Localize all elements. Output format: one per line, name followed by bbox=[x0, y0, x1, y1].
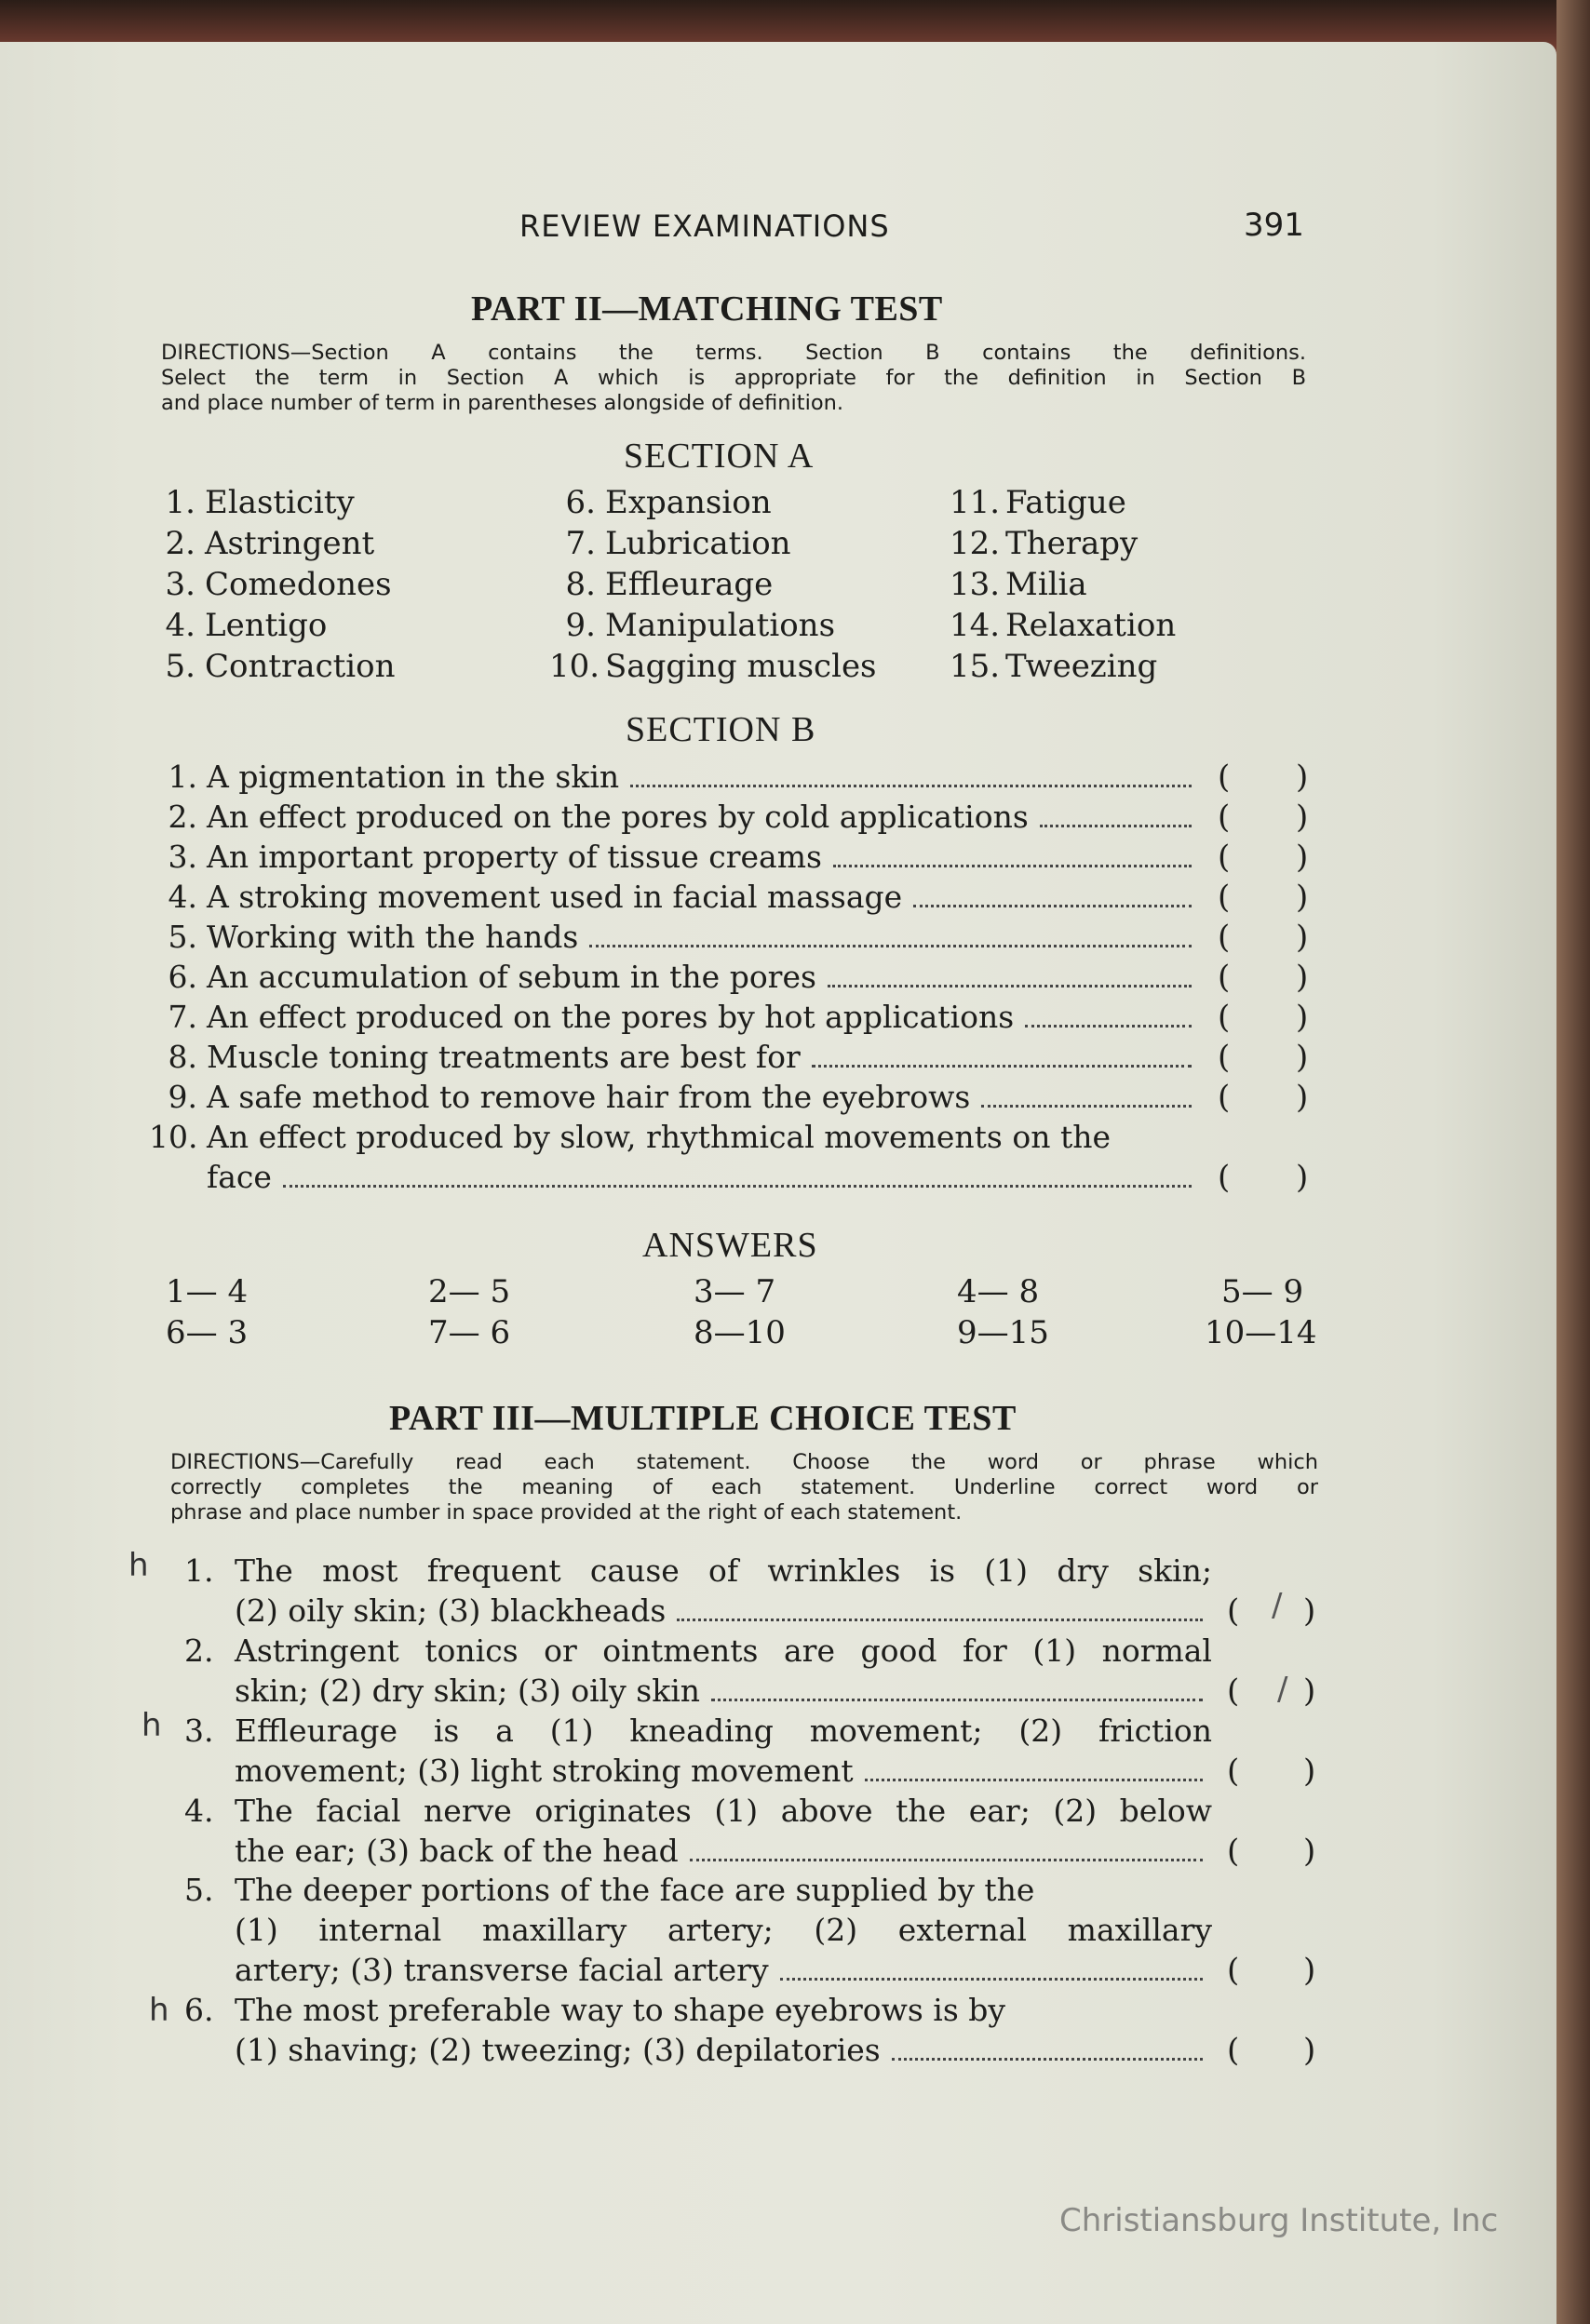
definition-item-continued: face bbox=[207, 1159, 1201, 1195]
answer-pair: 9—15 bbox=[957, 1314, 1049, 1351]
answer-pair: 6— 3 bbox=[166, 1314, 249, 1351]
question-line: The deeper portions of the face are supplied by the bbox=[235, 1872, 1035, 1908]
directions-line: correctly completes the meaning of each statement. Underline correct word or bbox=[170, 1475, 1318, 1499]
question-line: (1) shaving; (2) tweezing; (3) depilatories bbox=[235, 2032, 1212, 2068]
answer-paren-close: ) bbox=[1303, 1952, 1316, 1989]
answer-pair: 10—14 bbox=[1205, 1314, 1317, 1351]
answer-paren-open: ( bbox=[1218, 879, 1231, 916]
term-item: 3. Comedones bbox=[165, 566, 392, 603]
definition-item: 1. A pigmentation in the skin bbox=[149, 759, 1201, 795]
term-item: 14. Relaxation bbox=[950, 607, 1177, 644]
term-item: 2. Astringent bbox=[165, 525, 375, 562]
answer-paren-close: ) bbox=[1303, 1833, 1316, 1870]
answer-paren-close: ) bbox=[1296, 879, 1309, 916]
answer-paren-close: ) bbox=[1296, 839, 1309, 876]
answer-paren-open: ( bbox=[1218, 759, 1231, 796]
definition-item: 10. An effect produced by slow, rhythmical movements on the bbox=[149, 1119, 1111, 1155]
answer-paren-open: ( bbox=[1218, 1079, 1231, 1116]
directions-line: and place number of term in parentheses alongside of definition. bbox=[161, 391, 844, 415]
answer-pair: 3— 7 bbox=[694, 1273, 776, 1310]
question-line: Effleurage is a (1) kneading movement; (2) friction bbox=[235, 1713, 1212, 1749]
answer-paren-close: ) bbox=[1296, 1159, 1309, 1196]
handwritten-margin-mark: h bbox=[141, 1707, 162, 1744]
definition-item: 4. A stroking movement used in facial massage bbox=[149, 879, 1201, 915]
question-line: the ear; (3) back of the head bbox=[235, 1833, 1212, 1869]
answer-paren-close: ) bbox=[1303, 1753, 1316, 1790]
answer-paren-open: ( bbox=[1218, 799, 1231, 836]
answer-paren-close: ) bbox=[1296, 919, 1309, 956]
term-item: 10. Sagging muscles bbox=[549, 648, 877, 685]
term-item: 9. Manipulations bbox=[565, 607, 836, 644]
watermark-text: Christiansburg Institute, Inc bbox=[1059, 2202, 1499, 2239]
answer-paren-close: ) bbox=[1296, 999, 1309, 1036]
question-line: artery; (3) transverse facial artery bbox=[235, 1952, 1212, 1988]
section-a-title: SECTION A bbox=[624, 437, 815, 476]
question-line: skin; (2) dry skin; (3) oily skin bbox=[235, 1672, 1212, 1709]
answer-pair: 4— 8 bbox=[957, 1273, 1040, 1310]
answer-paren-open: ( bbox=[1227, 1672, 1240, 1710]
question-number: 2. bbox=[184, 1632, 214, 1669]
answer-paren-open: ( bbox=[1227, 2032, 1240, 2069]
answer-pair: 5— 9 bbox=[1221, 1273, 1304, 1310]
handwritten-answer: / bbox=[1277, 1671, 1288, 1708]
answer-paren-open: ( bbox=[1218, 999, 1231, 1036]
answer-pair: 8—10 bbox=[694, 1314, 786, 1351]
term-item: 1. Elasticity bbox=[165, 484, 355, 521]
running-title: REVIEW EXAMINATIONS bbox=[519, 208, 890, 244]
handwritten-margin-mark: h bbox=[149, 1992, 169, 2029]
term-item: 7. Lubrication bbox=[565, 525, 791, 562]
definition-item: 3. An important property of tissue creams bbox=[149, 839, 1201, 875]
answers-title: ANSWERS bbox=[642, 1226, 818, 1265]
term-item: 4. Lentigo bbox=[165, 607, 328, 644]
part3-directions bbox=[170, 1450, 1318, 1525]
definition-item: 7. An effect produced on the pores by hot applications bbox=[149, 999, 1201, 1035]
term-item: 5. Contraction bbox=[165, 648, 396, 685]
answer-paren-close: ) bbox=[1296, 759, 1309, 796]
question-line: (2) oily skin; (3) blackheads bbox=[235, 1592, 1212, 1629]
term-item: 13. Milia bbox=[950, 566, 1087, 603]
answer-paren-open: ( bbox=[1218, 839, 1231, 876]
answer-pair: 1— 4 bbox=[166, 1273, 249, 1310]
definition-item: 6. An accumulation of sebum in the pores bbox=[149, 959, 1201, 995]
answer-paren-close: ) bbox=[1296, 799, 1309, 836]
part3-title: PART III—MULTIPLE CHOICE TEST bbox=[389, 1399, 1017, 1438]
page-number: 391 bbox=[1244, 207, 1304, 244]
answer-paren-close: ) bbox=[1303, 1672, 1316, 1710]
answer-paren-close: ) bbox=[1303, 2032, 1316, 2069]
answer-paren-open: ( bbox=[1227, 1952, 1240, 1989]
handwritten-margin-mark: h bbox=[128, 1547, 149, 1584]
directions-line: phrase and place number in space provided at the right of each statement. bbox=[170, 1500, 963, 1525]
answer-paren-open: ( bbox=[1227, 1753, 1240, 1790]
question-line: The facial nerve originates (1) above the ear; (2) below bbox=[235, 1793, 1212, 1829]
term-item: 15. Tweezing bbox=[950, 648, 1158, 685]
answer-paren-close: ) bbox=[1296, 959, 1309, 996]
answer-paren-open: ( bbox=[1227, 1833, 1240, 1870]
question-line: The most frequent cause of wrinkles is (1) dry skin; bbox=[235, 1552, 1212, 1589]
answer-paren-open: ( bbox=[1218, 1039, 1231, 1076]
answer-pair: 2— 5 bbox=[428, 1273, 511, 1310]
section-b-title: SECTION B bbox=[626, 710, 816, 749]
handwritten-answer: / bbox=[1272, 1587, 1283, 1624]
question-number: 5. bbox=[184, 1872, 214, 1908]
term-item: 12. Therapy bbox=[950, 525, 1139, 562]
term-item: 11. Fatigue bbox=[950, 484, 1126, 521]
answer-paren-open: ( bbox=[1227, 1592, 1240, 1630]
answer-paren-open: ( bbox=[1218, 919, 1231, 956]
part2-directions bbox=[161, 341, 1306, 416]
answer-paren-close: ) bbox=[1296, 1039, 1309, 1076]
definition-item: 5. Working with the hands bbox=[149, 919, 1201, 955]
answer-paren-close: ) bbox=[1296, 1079, 1309, 1116]
question-number: 3. bbox=[184, 1713, 214, 1749]
book-spine-edge bbox=[1556, 0, 1590, 2324]
definition-item: 2. An effect produced on the pores by cold applications bbox=[149, 799, 1201, 835]
answer-paren-open: ( bbox=[1218, 1159, 1231, 1196]
part2-title: PART II—MATCHING TEST bbox=[471, 289, 943, 329]
definition-item: 8. Muscle toning treatments are best for bbox=[149, 1039, 1201, 1075]
question-line: Astringent tonics or ointments are good for (1) normal bbox=[235, 1632, 1212, 1669]
term-item: 8. Effleurage bbox=[565, 566, 774, 603]
answer-paren-close: ) bbox=[1303, 1592, 1316, 1630]
term-item: 6. Expansion bbox=[565, 484, 772, 521]
question-line: The most preferable way to shape eyebrows is by bbox=[235, 1992, 1006, 2028]
directions-line: DIRECTIONS—Section A contains the terms. Section B contains the definitions. bbox=[161, 341, 1306, 365]
question-number: 6. bbox=[184, 1992, 214, 2028]
directions-line: Select the term in Section A which is appropriate for the definition in Section B bbox=[161, 366, 1306, 390]
question-line: movement; (3) light stroking movement bbox=[235, 1753, 1212, 1789]
answer-paren-open: ( bbox=[1218, 959, 1231, 996]
question-number: 4. bbox=[184, 1793, 214, 1829]
question-number: 1. bbox=[184, 1552, 214, 1589]
answer-pair: 7— 6 bbox=[428, 1314, 511, 1351]
definition-item: 9. A safe method to remove hair from the eyebrows bbox=[149, 1079, 1201, 1115]
directions-line: DIRECTIONS—Carefully read each statement. Choose the word or phrase which bbox=[170, 1450, 1318, 1474]
question-line: (1) internal maxillary artery; (2) external maxillary bbox=[235, 1912, 1212, 1948]
